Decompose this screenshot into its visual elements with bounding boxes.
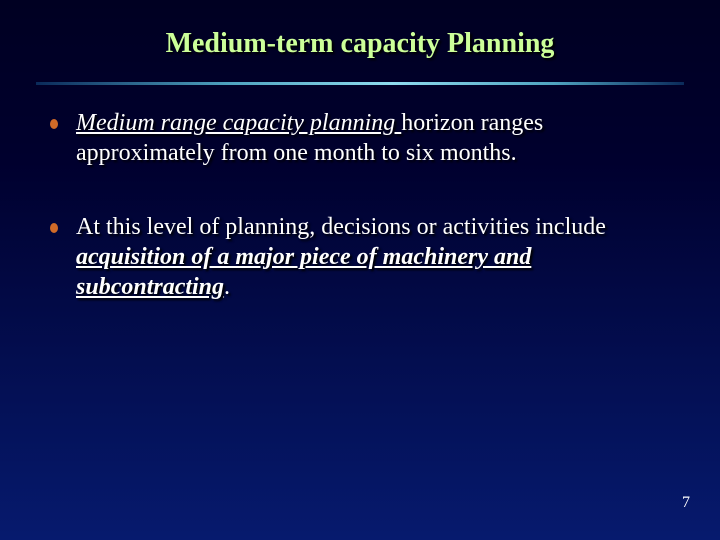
bullet-dot-icon [50, 223, 58, 233]
bullet-text: horizon ranges approximately from one month to six months. [76, 110, 544, 166]
bullet-text-end: . [224, 274, 231, 300]
bullet-dot-icon [50, 119, 58, 129]
page-number: 7 [682, 494, 690, 511]
key-term: acquisition of a major piece of machinery and subcontracting [76, 244, 532, 300]
bullet-text: At this level of planning, decisions or activities include [76, 214, 606, 240]
bullet-item [46, 108, 666, 168]
bullet-item [46, 212, 666, 302]
key-term: Medium range capacity planning [76, 110, 402, 136]
slide-title: Medium-term capacity Planning [165, 28, 555, 59]
bullet-list [46, 108, 666, 346]
title-divider [36, 82, 684, 85]
